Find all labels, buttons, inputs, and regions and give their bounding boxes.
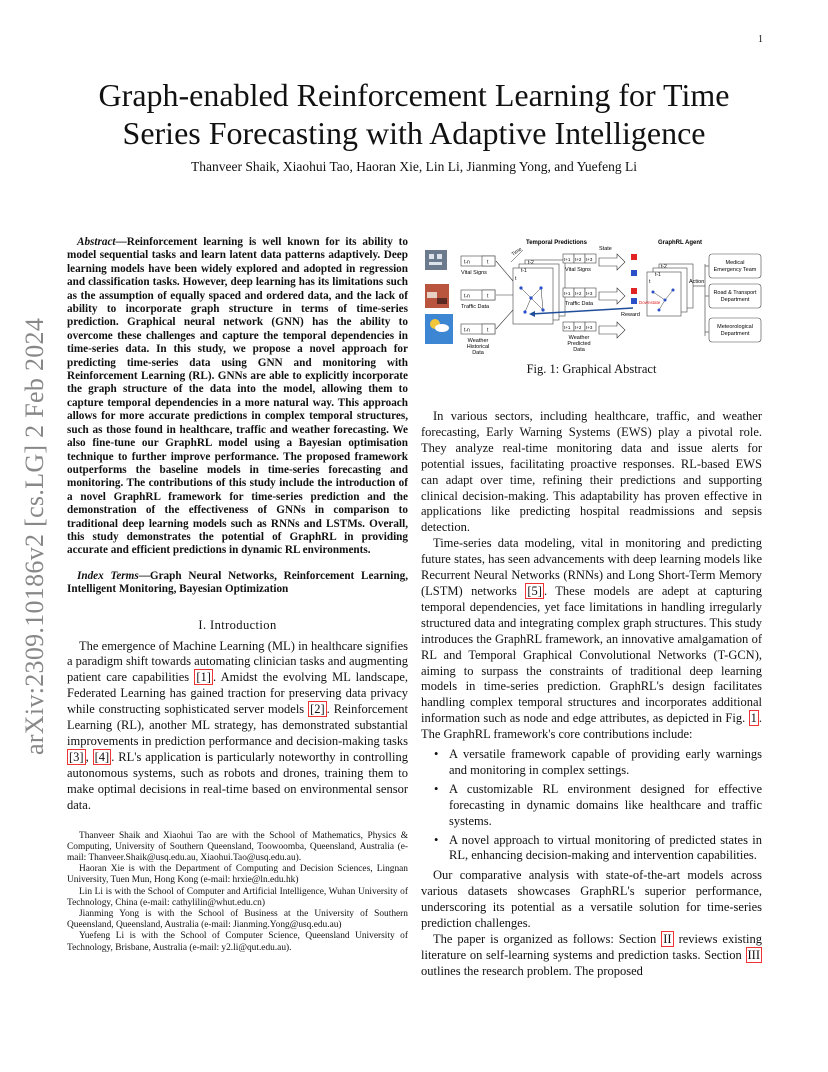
figure-link[interactable]: 1 [750,711,757,726]
road-label: Road & Transport Department [713,290,757,303]
p2-text-b: . These models are adept at capturing temporal dependencies, yet face limitations in handling irregularly structured data and integrating complex graph structures. This study introduces the GraphRL framework, an innovative amalgamation of RL and Temporal Graphical Convolutional Networks (T-GCN), aiming to surpass the constraints of traditional deep learning models in time-series prediction. GraphRL's design facilitates handling complex temporal structures and incorporates additional information such as node and edge attributes, as depicted in Fig. [421,583,762,726]
citation-link[interactable]: [1] [196,670,211,685]
p2-text-a: Time-series data modeling, vital in monitoring and predicting future states, has seen advancements with deep learning models like Recurrent Neural Networks (RNNs) and Long Short-Term Memory (LSTM) networks [421,536,762,598]
intro-text-d: , [85,749,93,764]
t-plus-1-label: t+1 [564,325,571,330]
weather-predicted-label: Weather Predicted Data [567,335,591,353]
t-plus-2-label: t+2 [575,257,582,262]
blue-marker [631,270,637,276]
vital-signs-label: Vital Signs [461,270,487,276]
intro-text-c: . Reinforcement Learning (RL), another ML strategy, has demonstrated substantial improvements in prediction performance and decision-making tasks [67,702,408,748]
figure-diagram [421,236,762,360]
meteorological-label: Meteorological Department [717,324,753,337]
arxiv-stamp: arXiv:2309.10186v2 [cs.LG] 2 Feb 2024 [20,317,49,755]
t-minus-2-label: t-2 [661,264,667,270]
t-minus-2-label: t-2 [528,260,534,266]
action-label: Action [689,279,705,285]
index-terms-text: —Graph Neural Networks, Reinforcement Learning, Intelligent Monitoring, Bayesian Optimization [67,569,408,596]
section-link[interactable]: III [747,947,760,962]
predicted-vital-boxes [563,254,596,273]
t-label: t [515,276,517,282]
citation-link[interactable]: [4] [94,749,110,764]
agent-graph-stack [639,264,693,316]
abstract-lead: Abstract [77,236,116,248]
list-item: • A novel approach to virtual monitoring of predicted states in RL, enhancing decision-making and intervention capabilities. [421,833,762,865]
medical-team-box [709,254,761,278]
reward-label: Reward [621,312,640,318]
index-terms [67,570,408,597]
weather-historical-label: Weather Historical Data [466,338,490,356]
input-arrows [496,261,513,329]
list-item: • A customizable RL environment designed for effective forecasting in dynamic domains like healthcare and traffic systems. [421,782,762,830]
traffic-data-label: Traffic Data [461,304,490,310]
downstate-label: Downstate [639,300,661,305]
title-line-2: Series Forecasting with Adaptive Intelligence [122,115,706,151]
traffic-arrow [599,288,625,304]
graphical-abstract-figure [421,236,762,360]
right-paragraph-2 [421,536,762,743]
footnote: Thanveer Shaik and Xiaohui Tao are with the School of Mathematics, Physics & Computing, University of Southern Queensland, Toowoomba, Queensland, Australia (e-mail: Thanveer.Shaik@usq.edu.au, Xiaohui.Tao@usq.edu.au). [67,830,408,863]
footnote: Yuefeng Li is with the School of Computer Science, Queensland University of Technology, Brisbane, Australia (e-mail: y2.li@qut.edu.au). [67,931,408,953]
t-label: t [649,279,651,285]
p4-text-c: outlines the research problem. The proposed [421,963,643,978]
temporal-predictions-label: Temporal Predictions [526,240,587,246]
t-plus-1-label: t+1 [564,257,571,262]
predicted-traffic-boxes [563,288,596,307]
graphrl-agent-label: GraphRL Agent [658,240,703,246]
meteorological-box [709,318,761,342]
right-paragraph-4 [421,932,762,980]
t-minus-1-label: t-1 [521,268,527,274]
hospital-icon [425,250,447,270]
intro-text-e: . RL's application is particularly noteworthy in controlling autonomous systems, such as robots and drones, training them to make optimal decisions in real-time based on environmental sensor data. [67,749,408,812]
p2-text-c: . The GraphRL framework's core contributions include: [421,711,762,742]
traffic-data-label: Traffic Data [565,301,594,307]
abstract [67,236,408,558]
t-plus-2-label: t+2 [575,325,582,330]
state-arrow [599,246,625,270]
weather-historical-input [461,324,495,356]
time-label: Time [510,246,524,258]
right-paragraph-1: In various sectors, including healthcare, traffic, and weather forecasting, Early Warning Systems (EWS) play a pivotal role. They analyze real-time monitoring data and issue alerts for potential issues, facilitating proactive responses. RL-based EWS can adapt over time, refining their predictions and supporting clinical decision-making. This adaptability has proven effective in applications like predicting hospital readmissions and sepsis detection. [421,409,762,535]
red-marker [631,254,637,260]
right-column [421,236,762,980]
citation-link[interactable]: [2] [310,702,325,717]
index-terms-lead: Index Terms [77,569,139,582]
vital-signs-input [461,256,495,276]
t-plus-3-label: t+3 [586,325,593,330]
weather-arrow [599,322,625,338]
footnote: Haoran Xie is with the Department of Computing and Decision Sciences, Lingnan University, Tuen Mun, Hong Kong (e-mail: hrxie@ln.edu.hk) [67,864,408,886]
footnotes [67,831,408,954]
title-line-1: Graph-enabled Reinforcement Learning for Time [98,77,730,113]
footnote: Jianming Yong is with the School of Business at the University of Southern Queensland, Queensland, Australia (e-mail: Jianming.Yong@usq.edu.au) [67,908,408,931]
left-column [67,236,408,954]
section-heading-introduction: I. Introduction [198,617,277,632]
t-minus-n-label: t-n [464,259,470,266]
footnote: Lin Li is with the School of Computer and Artificial Intelligence, Wuhan University of Technology, China (e-mail: cathylilin@whut.edu.cn) [67,886,408,908]
p4-text-b: reviews existing literature on self-learning systems and prediction tasks. Section [421,932,762,962]
t-label: t [487,293,489,300]
intro-paragraph [67,639,408,814]
t-minus-n-label: t-n [464,327,470,334]
contributions-list [421,747,762,864]
right-paragraph-3: Our comparative analysis with state-of-the-art models across various datasets showcases GraphRL's superior performance, underscoring its potential as a versatile solution for time-series prediction challenges. [421,868,762,931]
intro-text-b: . Amidst the evolving ML landscape, Federated Learning has gained traction for preserving data privacy while constructing sophisticated server models [67,670,408,717]
section-link[interactable]: II [663,932,672,946]
traffic-data-input [461,290,495,310]
t-minus-1-label: t-1 [655,272,661,278]
medical-label: Medical Emergency Team [713,260,757,273]
traffic-icon [425,284,449,308]
paper-title [0,76,828,152]
abstract-text: —Reinforcement learning is well known for its ability to model sequential tasks and learn latent data patterns adaptively. Deep learning models have been widely explored and adopted in regression and classification tasks. However, deep learning has its limitations such as the assumption of equally spaced and ordered data, and the lack of ability to incorporate graph structure in terms of time-series prediction. Graphical neural network (GNN) has the ability to overcome these challenges and capture the temporal dependencies in time-series data. In this study, we propose a novel approach for predicting time-series data using GNN and monitoring with Reinforcement Learning (RL). GNNs are able to explicitly incorporate the graph structure of the data into the model, allowing them to capture temporal dependencies in a more natural way. This approach allows for more accurate predictions in complex temporal structures, such as those found in healthcare, traffic and weather forecasting. We also fine-tune our GraphRL model using a Bayesian optimisation technique to further improve performance. The proposed framework outperforms the baseline models in time-series forecasting and monitoring. The contributions of this study include the introduction of a novel GraphRL framework for time-series prediction and the demonstration of the effectiveness of GNNs in comparison to traditional deep learning models such as RNNs and LSTMs. Overall, this study demonstrates the potential of GraphRL in providing accurate and efficient predictions in dynamic RL environments. [67,236,408,557]
page-number: 1 [758,34,763,45]
t-plus-2-label: t+2 [575,291,582,296]
weather-icon [425,314,453,344]
t-plus-3-label: t+3 [586,257,593,262]
blue-marker [631,298,637,304]
predicted-weather-boxes [563,322,596,353]
t-minus-n-label: t-n [464,293,470,300]
citation-link[interactable]: [3] [69,749,84,764]
t-label: t [487,259,489,266]
list-item: • A versatile framework capable of providing early warnings and monitoring in complex settings. [421,747,762,779]
red-marker [631,288,637,294]
t-plus-1-label: t+1 [564,291,571,296]
road-transport-box [709,284,761,308]
intro-text-a: The emergence of Machine Learning (ML) in healthcare signifies a paradigm shift towards automating clinician tasks and augmenting patient care capabilities [67,638,408,685]
citation-link[interactable]: [5] [527,583,542,598]
vital-signs-label: Vital Signs [565,267,591,273]
figure-caption: Fig. 1: Graphical Abstract [526,362,657,376]
p4-text-a: The paper is organized as follows: Section [433,932,662,946]
t-plus-3-label: t+3 [586,291,593,296]
authors: Thanveer Shaik, Xiaohui Tao, Haoran Xie, Lin Li, Jianming Yong, and Yuefeng Li [191,159,637,174]
state-label: State [599,246,612,252]
t-label: t [487,327,489,334]
